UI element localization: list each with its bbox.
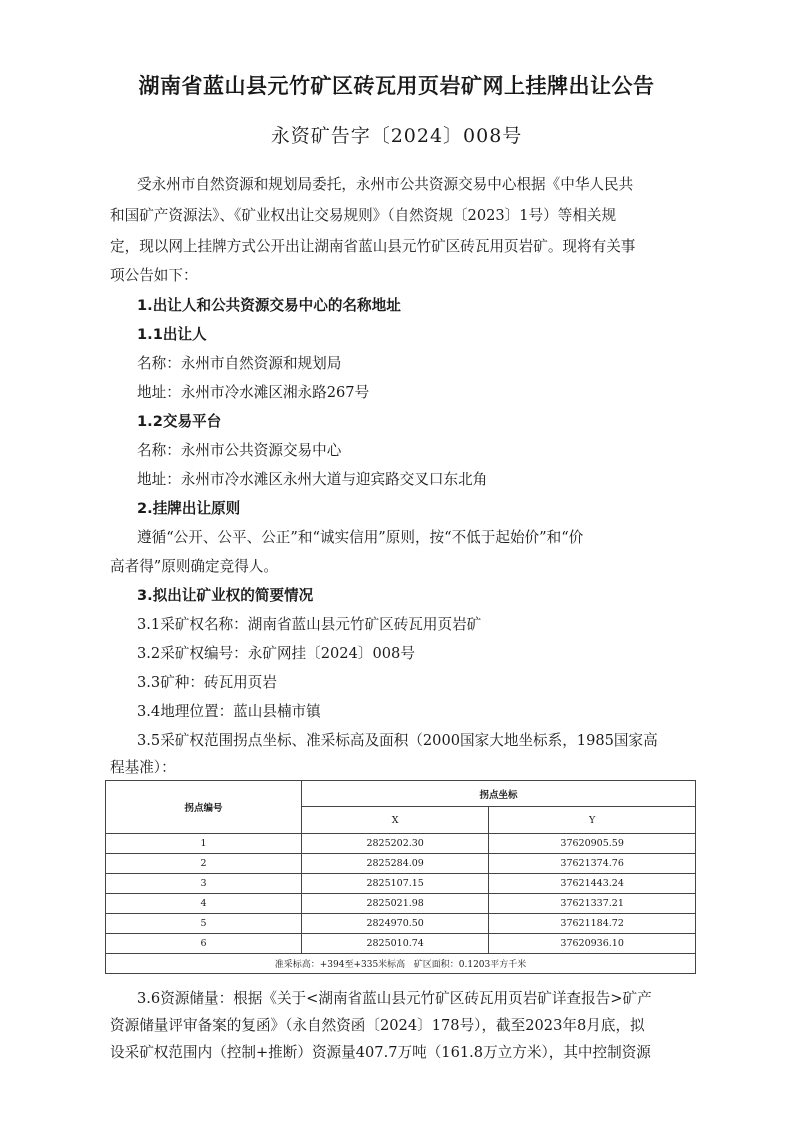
section-3-1: 3.1采矿权名称：湖南省蓝山县元竹矿区砖瓦用页岩矿: [137, 616, 482, 633]
point-no: 1: [106, 834, 302, 854]
section-1-1-heading: 1.1出让人: [137, 326, 207, 343]
section-3-2: 3.2采矿权编号：永矿网挂〔2024〕008号: [137, 645, 415, 662]
table-row: [106, 894, 696, 914]
section-3-5-line-2: 程基准）：: [110, 759, 176, 776]
point-y: 37621443.24: [489, 874, 696, 894]
document-number: 永资矿告字〔2024〕008号: [270, 125, 523, 147]
section-3-6-line-2: 资源储量评审备案的复函》（永自然资函〔2024〕178号），截至2023年8月底，拟: [110, 1017, 645, 1034]
section-2-line-2: 高者得”原则确定竞得人。: [110, 558, 278, 575]
col-y-header: Y: [489, 807, 696, 834]
section-2-line-1: 遵循“公开、公平、公正”和“诚实信用”原则，按“不低于起始价”和“价: [137, 529, 584, 546]
point-no: 6: [106, 934, 302, 954]
point-y: 37621337.21: [489, 894, 696, 914]
point-no: 5: [106, 914, 302, 934]
platform-address: 地址：永州市冷水滩区永州大道与迎宾路交叉口东北角: [137, 471, 488, 488]
intro-line-4: 项公告如下：: [110, 267, 198, 284]
table-row: [106, 834, 696, 854]
point-x: 2825010.74: [302, 934, 489, 954]
point-no: 2: [106, 854, 302, 874]
intro-line-1: 受永州市自然资源和规划局委托，永州市公共资源交易中心根据《中华人民共: [137, 176, 634, 193]
point-x: 2825107.15: [302, 874, 489, 894]
point-y: 37621374.76: [489, 854, 696, 874]
col-coords-header: 拐点坐标: [302, 781, 696, 807]
document-title: 湖南省蓝山县元竹矿区砖瓦用页岩矿网上挂牌出让公告: [138, 74, 655, 98]
point-no: 3: [106, 874, 302, 894]
section-3-4: 3.4地理位置：蓝山县楠市镇: [137, 703, 321, 720]
point-x: 2824970.50: [302, 914, 489, 934]
platform-name: 名称：永州市公共资源交易中心: [137, 442, 342, 459]
section-3-6-line-3: 设采矿权范围内（控制+推断）资源量407.7万吨（161.8万立方米），其中控制资源: [110, 1044, 651, 1061]
section-1-2-heading: 1.2交易平台: [137, 413, 222, 430]
point-x: 2825021.98: [302, 894, 489, 914]
table-footer: 准采标高：+394至+335米标高 矿区面积：0.1203平方千米: [106, 954, 696, 974]
assignor-address: 地址：永州市冷水滩区湘永路267号: [137, 384, 370, 401]
section-3-heading: 3.拟出让矿业权的简要情况: [137, 587, 314, 604]
section-3-6-line-1: 3.6资源储量：根据《关于<湖南省蓝山县元竹矿区砖瓦用页岩矿详查报告>矿产: [137, 990, 652, 1007]
point-y: 37620936.10: [489, 934, 696, 954]
point-y: 37621184.72: [489, 914, 696, 934]
assignor-name: 名称：永州市自然资源和规划局: [137, 355, 342, 372]
col-x-header: X: [302, 807, 489, 834]
table-row: [106, 874, 696, 894]
coordinates-table: [105, 780, 696, 974]
intro-line-2: 和国矿产资源法》、《矿业权出让交易规则》（自然资规〔2023〕1号）等相关规: [110, 207, 617, 224]
col-point-header: 拐点编号: [106, 781, 302, 834]
table-row: [106, 914, 696, 934]
section-2-heading: 2.挂牌出让原则: [137, 500, 241, 517]
point-no: 4: [106, 894, 302, 914]
section-3-3: 3.3矿种：砖瓦用页岩: [137, 674, 277, 691]
section-3-5-line-1: 3.5采矿权范围拐点坐标、准采标高及面积（2000国家大地坐标系，1985国家高: [137, 732, 658, 749]
table-row: [106, 854, 696, 874]
point-x: 2825202.30: [302, 834, 489, 854]
table-row: [106, 934, 696, 954]
section-1-heading: 1.出让人和公共资源交易中心的名称地址: [137, 297, 401, 314]
intro-line-3: 定，现以网上挂牌方式公开出让湖南省蓝山县元竹矿区砖瓦用页岩矿。现将有关事: [110, 238, 636, 255]
point-x: 2825284.09: [302, 854, 489, 874]
point-y: 37620905.59: [489, 834, 696, 854]
